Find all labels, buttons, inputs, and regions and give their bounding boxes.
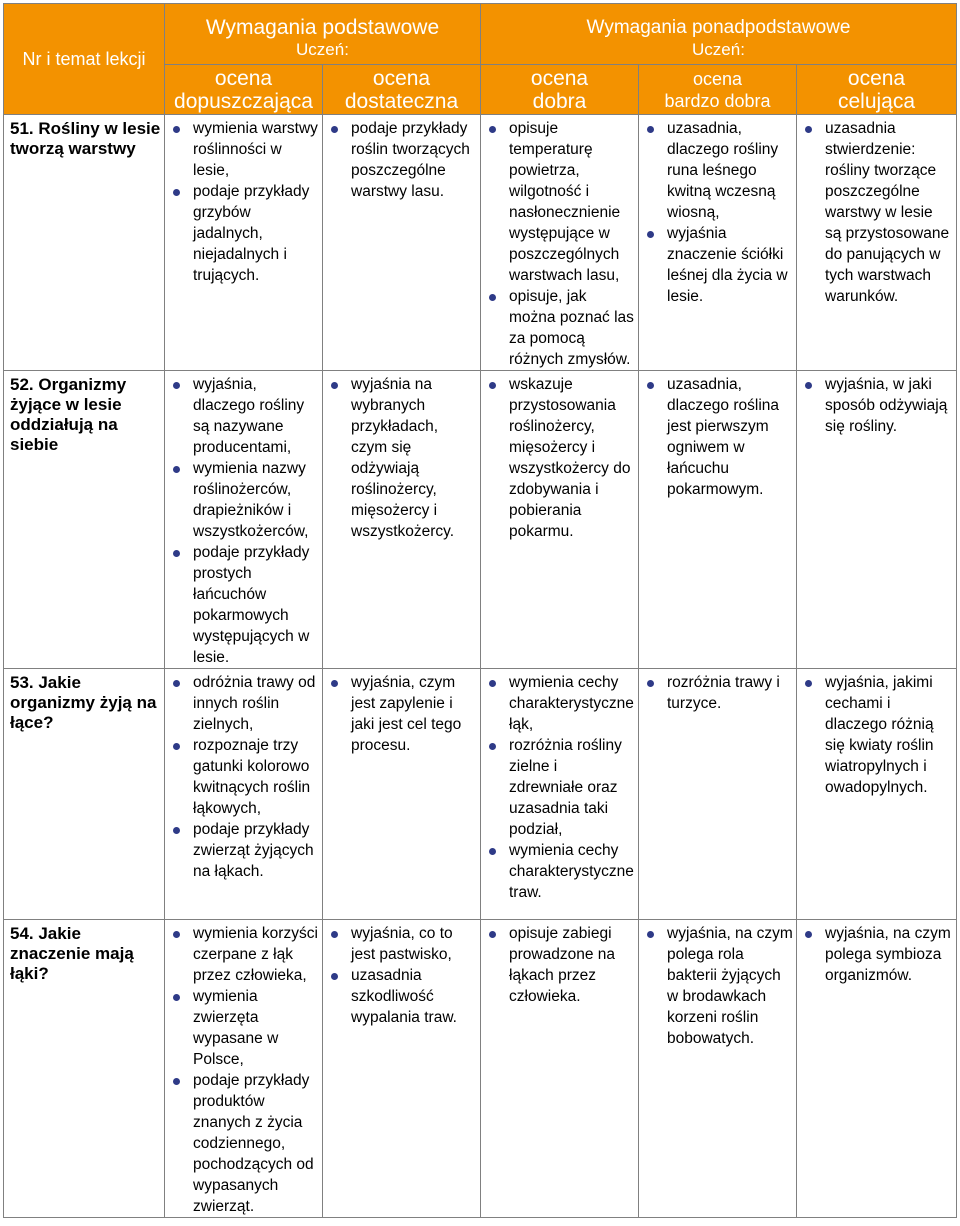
requirement-item	[645, 672, 793, 714]
lesson-title: 52. Organizmy żyjące w lesie oddziałują na siebie	[4, 371, 165, 669]
requirements-list	[645, 672, 793, 714]
requirements-list	[803, 374, 953, 437]
table-row	[4, 669, 957, 920]
requirement-text: wyjaśnia, w jaki sposób odżywiają się rośliny.	[825, 376, 948, 435]
requirements-table	[3, 3, 957, 1218]
requirement-item	[645, 223, 793, 307]
requirement-item	[329, 672, 477, 756]
requirements-list	[803, 672, 953, 798]
header-row-groups	[4, 4, 957, 65]
bullet-icon	[173, 994, 180, 1001]
table-body	[4, 115, 957, 1218]
bullet-icon	[489, 680, 496, 687]
bullet-icon	[331, 680, 338, 687]
requirements-cell-dobra	[481, 371, 639, 669]
grade-label-line2: celująca	[837, 89, 916, 113]
requirement-item	[329, 374, 477, 542]
requirements-cell-celujaca	[797, 371, 957, 669]
requirement-text: podaje przykłady produktów znanych z życia codziennego, pochodzących od wypasanych zwierząt.	[193, 1072, 314, 1215]
requirements-list	[329, 118, 477, 202]
bullet-icon	[647, 382, 654, 389]
grade-header-dopuszczajaca	[165, 65, 323, 115]
requirement-text: wymienia cechy charakterystyczne traw.	[509, 842, 634, 901]
requirement-text: podaje przykłady prostych łańcuchów pokarmowych występujących w lesie.	[193, 544, 310, 666]
requirement-item	[171, 1070, 319, 1217]
grade-label-line1: ocena	[372, 66, 431, 90]
requirement-text: rozróżnia trawy i turzyce.	[667, 674, 780, 712]
requirement-text: wyjaśnia, na czym polega rola bakterii żyjących w brodawkach korzeni roślin bobowatych.	[667, 925, 793, 1047]
requirement-item	[487, 374, 635, 542]
requirement-item	[329, 118, 477, 202]
requirement-item	[329, 965, 477, 1028]
requirements-list	[171, 374, 319, 668]
requirement-item	[803, 672, 953, 798]
requirements-list	[329, 923, 477, 1028]
requirement-item	[171, 181, 319, 286]
grade-label-line1: ocena	[214, 66, 273, 90]
bullet-icon	[805, 126, 812, 133]
requirements-list	[171, 923, 319, 1217]
bullet-icon	[489, 743, 496, 750]
requirement-text: wyjaśnia, jakimi cechami i dlaczego różnią się kwiaty roślin wiatropylnych i owadopylnych.	[825, 674, 934, 796]
lesson-title: 54. Jakie znaczenie mają łąki?	[4, 920, 165, 1218]
requirements-cell-bardzo-dobra	[639, 371, 797, 669]
lesson-title: 51. Rośliny w lesie tworzą warstwy	[4, 115, 165, 371]
bullet-icon	[647, 231, 654, 238]
bullet-icon	[173, 466, 180, 473]
requirement-item	[171, 923, 319, 986]
requirements-list	[329, 672, 477, 756]
requirement-text: podaje przykłady grzybów jadalnych, niejadalnych i trujących.	[193, 183, 310, 284]
requirements-list	[803, 923, 953, 986]
requirement-item	[487, 672, 635, 735]
requirements-cell-dostateczna	[323, 920, 481, 1218]
requirements-cell-dostateczna	[323, 371, 481, 669]
bullet-icon	[805, 931, 812, 938]
requirement-text: uzasadnia szkodliwość wypalania traw.	[351, 967, 457, 1026]
requirements-list	[487, 374, 635, 542]
requirement-text: opisuje temperaturę powietrza, wilgotność i nasłonecznienie występujące w poszczególnych warstwach lasu,	[509, 120, 621, 284]
advanced-requirements-header	[481, 4, 957, 65]
advanced-requirements-subtitle: Uczeń:	[692, 39, 745, 59]
grade-label-line2: dobra	[532, 89, 587, 113]
requirements-cell-dopuszczajaca	[165, 115, 323, 371]
requirement-text: wyjaśnia, dlaczego rośliny są nazywane producentami,	[193, 376, 305, 456]
bullet-icon	[173, 743, 180, 750]
basic-requirements-title: Wymagania podstawowe	[205, 15, 440, 39]
requirement-item	[803, 923, 953, 986]
requirements-list	[645, 118, 793, 307]
bullet-icon	[489, 382, 496, 389]
grade-label-line2: bardzo dobra	[664, 90, 771, 111]
grade-header-celujaca	[797, 65, 957, 115]
advanced-requirements-title: Wymagania ponadpodstawowe	[586, 16, 851, 38]
bullet-icon	[331, 126, 338, 133]
requirements-cell-bardzo-dobra	[639, 920, 797, 1218]
bullet-icon	[647, 680, 654, 687]
bullet-icon	[173, 931, 180, 938]
bullet-icon	[173, 189, 180, 196]
requirements-cell-dobra	[481, 920, 639, 1218]
requirement-item	[803, 118, 953, 307]
requirement-text: wyjaśnia, co to jest pastwisko,	[351, 925, 453, 963]
bullet-icon	[805, 680, 812, 687]
requirements-cell-dostateczna	[323, 669, 481, 920]
bullet-icon	[489, 126, 496, 133]
requirement-item	[487, 923, 635, 1007]
requirement-text: podaje przykłady roślin tworzących poszczególne warstwy lasu.	[351, 120, 470, 200]
requirement-text: uzasadnia, dlaczego roślina jest pierwszym ogniwem w łańcuchu pokarmowym.	[667, 376, 780, 498]
grade-header-dostateczna	[323, 65, 481, 115]
requirements-list	[803, 118, 953, 307]
bullet-icon	[489, 931, 496, 938]
requirements-cell-bardzo-dobra	[639, 669, 797, 920]
grade-header-bardzo-dobra	[639, 65, 797, 115]
requirement-item	[329, 923, 477, 965]
bullet-icon	[489, 848, 496, 855]
bullet-icon	[173, 680, 180, 687]
requirements-cell-dobra	[481, 115, 639, 371]
bullet-icon	[331, 931, 338, 938]
requirement-item	[487, 735, 635, 840]
bullet-icon	[173, 827, 180, 834]
requirements-cell-bardzo-dobra	[639, 115, 797, 371]
requirement-item	[171, 735, 319, 819]
requirement-text: uzasadnia, dlaczego rośliny runa leśnego kwitną wczesną wiosną,	[667, 120, 779, 221]
requirement-item	[171, 672, 319, 735]
grade-label-line1: ocena	[530, 66, 589, 90]
requirements-cell-dopuszczajaca	[165, 371, 323, 669]
requirement-text: rozróżnia rośliny zielne i zdrewniałe oraz uzasadnia taki podział,	[509, 737, 622, 838]
bullet-icon	[805, 382, 812, 389]
requirement-text: wymienia zwierzęta wypasane w Polsce,	[193, 988, 279, 1068]
bullet-icon	[331, 382, 338, 389]
requirements-cell-dopuszczajaca	[165, 669, 323, 920]
grade-label-line1: ocena	[847, 66, 906, 90]
requirement-text: wyjaśnia, czym jest zapylenie i jaki jest cel tego procesu.	[351, 674, 462, 754]
bullet-icon	[173, 1078, 180, 1085]
grade-label-line1: ocena	[692, 68, 743, 89]
requirement-text: opisuje, jak można poznać las za pomocą różnych zmysłów.	[509, 288, 634, 368]
lesson-title: 53. Jakie organizmy żyją na łące?	[4, 669, 165, 920]
bullet-icon	[647, 931, 654, 938]
requirement-text: uzasadnia stwierdzenie: rośliny tworzące poszczególne warstwy w lesie są przystosowane do panujących w tych warstwach warunków.	[825, 120, 950, 305]
requirement-text: podaje przykłady zwierząt żyjących na łąkach.	[193, 821, 314, 880]
requirements-cell-celujaca	[797, 669, 957, 920]
requirements-cell-dopuszczajaca	[165, 920, 323, 1218]
requirement-text: wyjaśnia, na czym polega symbioza organizmów.	[825, 925, 951, 984]
requirements-list	[487, 118, 635, 370]
requirement-text: opisuje zabiegi prowadzone na łąkach przez człowieka.	[509, 925, 615, 1005]
lesson-column-header: Nr i temat lekcji	[4, 4, 165, 115]
requirement-item	[171, 118, 319, 181]
table-row	[4, 371, 957, 669]
requirement-text: wymienia korzyści czerpane z łąk przez człowieka,	[193, 925, 318, 984]
requirement-text: wskazuje przystosowania roślinożercy, mięsożercy i wszystkożercy do zdobywania i pobierania pokarmu.	[509, 376, 631, 540]
requirements-list	[171, 118, 319, 286]
basic-requirements-subtitle: Uczeń:	[296, 39, 349, 59]
bullet-icon	[173, 550, 180, 557]
requirements-list	[487, 923, 635, 1007]
requirement-item	[487, 118, 635, 286]
requirement-item	[645, 118, 793, 223]
requirement-text: wyjaśnia znaczenie ściółki leśnej dla życia w lesie.	[667, 225, 788, 305]
grade-header-dobra	[481, 65, 639, 115]
bullet-icon	[173, 126, 180, 133]
requirement-text: wymienia warstwy roślinności w lesie,	[193, 120, 318, 179]
requirement-item	[171, 542, 319, 668]
requirement-text: wymienia nazwy roślinożerców, drapieżników i wszystkożerców,	[193, 460, 309, 540]
requirement-item	[645, 374, 793, 500]
bullet-icon	[489, 294, 496, 301]
requirements-list	[645, 923, 793, 1049]
requirement-item	[171, 374, 319, 458]
requirement-item	[803, 374, 953, 437]
requirements-cell-dostateczna	[323, 115, 481, 371]
requirements-list	[645, 374, 793, 500]
requirement-text: rozpoznaje trzy gatunki kolorowo kwitnących roślin łąkowych,	[193, 737, 311, 817]
bullet-icon	[331, 973, 338, 980]
requirement-item	[487, 286, 635, 370]
requirements-list	[171, 672, 319, 882]
requirements-cell-dobra	[481, 669, 639, 920]
requirement-item	[171, 986, 319, 1070]
requirements-list	[329, 374, 477, 542]
requirement-item	[487, 840, 635, 903]
requirements-cell-celujaca	[797, 920, 957, 1218]
table-row	[4, 115, 957, 371]
requirement-item	[171, 819, 319, 882]
requirement-text: odróżnia trawy od innych roślin zielnych,	[193, 674, 316, 733]
bullet-icon	[173, 382, 180, 389]
requirement-item	[171, 458, 319, 542]
requirement-text: wyjaśnia na wybranych przykładach, czym się odżywiają roślinożercy, mięsożercy i wszystkożercy.	[351, 376, 455, 540]
requirement-item	[645, 923, 793, 1049]
requirements-cell-celujaca	[797, 115, 957, 371]
requirements-list	[487, 672, 635, 903]
grade-label-line2: dopuszczająca	[174, 89, 313, 113]
basic-requirements-header	[165, 4, 481, 65]
bullet-icon	[647, 126, 654, 133]
requirement-text: wymienia cechy charakterystyczne łąk,	[509, 674, 634, 733]
grade-label-line2: dostateczna	[344, 89, 459, 113]
table-row	[4, 920, 957, 1218]
